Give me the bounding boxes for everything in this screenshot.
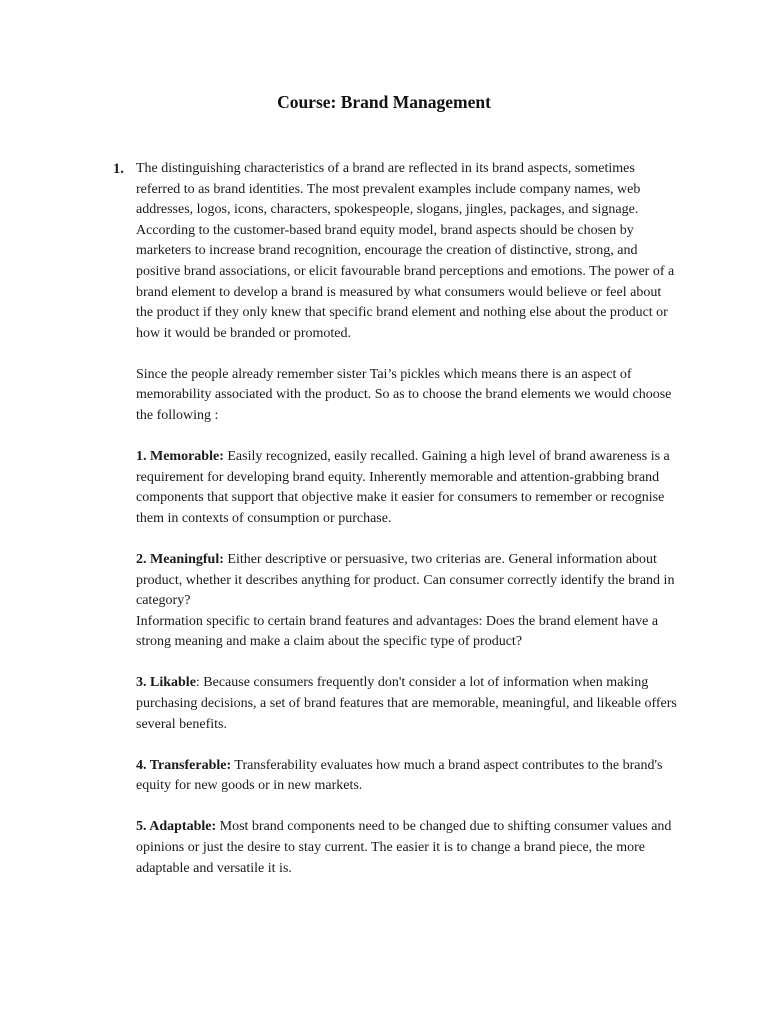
- intro-paragraph: The distinguishing characteristics of a brand are reflected in its brand aspects, sometimes referred to as brand identities. The most prevalent examples include company names, web addresses, logos, icons, characters, spokespeople, slogans, jingles, packages, and signage. According to the customer-based brand equity model, brand aspects should be chosen by marketers to increase brand recognition, encourage the creation of distinctive, strong, and positive brand associations, or elicit favourable brand perceptions and emotions. The power of a brand element to develop a brand is measured by what consumers would believe or feel about the product if they only knew that specific brand element and nothing else about the product or how it would be branded or promoted.: [136, 161, 675, 341]
- criterion-label: 4. Transferable:: [136, 757, 232, 773]
- criterion-likable: [136, 673, 681, 735]
- criterion-text: : Because consumers frequently don't consider a lot of information when making purchasing decisions, a set of brand features that are memorable, meaningful, and likeable offers several benefits.: [136, 675, 677, 732]
- criterion-meaningful: [136, 550, 681, 612]
- list-item-body: [136, 159, 681, 900]
- criterion-adaptable: [136, 817, 681, 879]
- criterion-text: Transferability evaluates how much a brand aspect contributes to the brand's equity for new goods or in new markets.: [136, 757, 663, 794]
- criterion-memorable: [136, 447, 681, 529]
- document-title: Course: Brand Management: [277, 92, 491, 112]
- list-item-number: 1.: [113, 161, 124, 177]
- criterion-label: 2. Meaningful:: [136, 552, 224, 567]
- criterion-label: 3. Likable: [136, 675, 196, 691]
- criterion-label: 1. Memorable:: [136, 449, 224, 465]
- criterion-label: 5. Adaptable:: [136, 819, 217, 835]
- criterion-transferable: [136, 756, 681, 797]
- criterion-meaningful-continued: Information specific to certain brand features and advantages: Does the brand element have a strong meaning and make a claim about the specific type of product?: [136, 613, 659, 650]
- criterion-text: Easily recognized, easily recalled. Gaining a high level of brand awareness is a requirement for developing brand equity. Inherently memorable and attention-grabbing brand components that support that objective make it easier for consumers to remember or recognise them in contexts of consumption or purchase.: [136, 449, 670, 526]
- criterion-text: Most brand components need to be changed due to shifting consumer values and opinions or just the desire to stay current. The easier it is to change a brand piece, the more adaptable and versatile it is.: [136, 819, 672, 876]
- criterion-text: Either descriptive or persuasive, two criterias are. General information about product, whether it describes anything for product. Can consumer correctly identify the brand in category?: [136, 552, 675, 609]
- context-paragraph: Since the people already remember sister Tai’s pickles which means there is an aspect of memorability associated with the product. So as to choose the brand elements we would choose the following :: [136, 366, 672, 424]
